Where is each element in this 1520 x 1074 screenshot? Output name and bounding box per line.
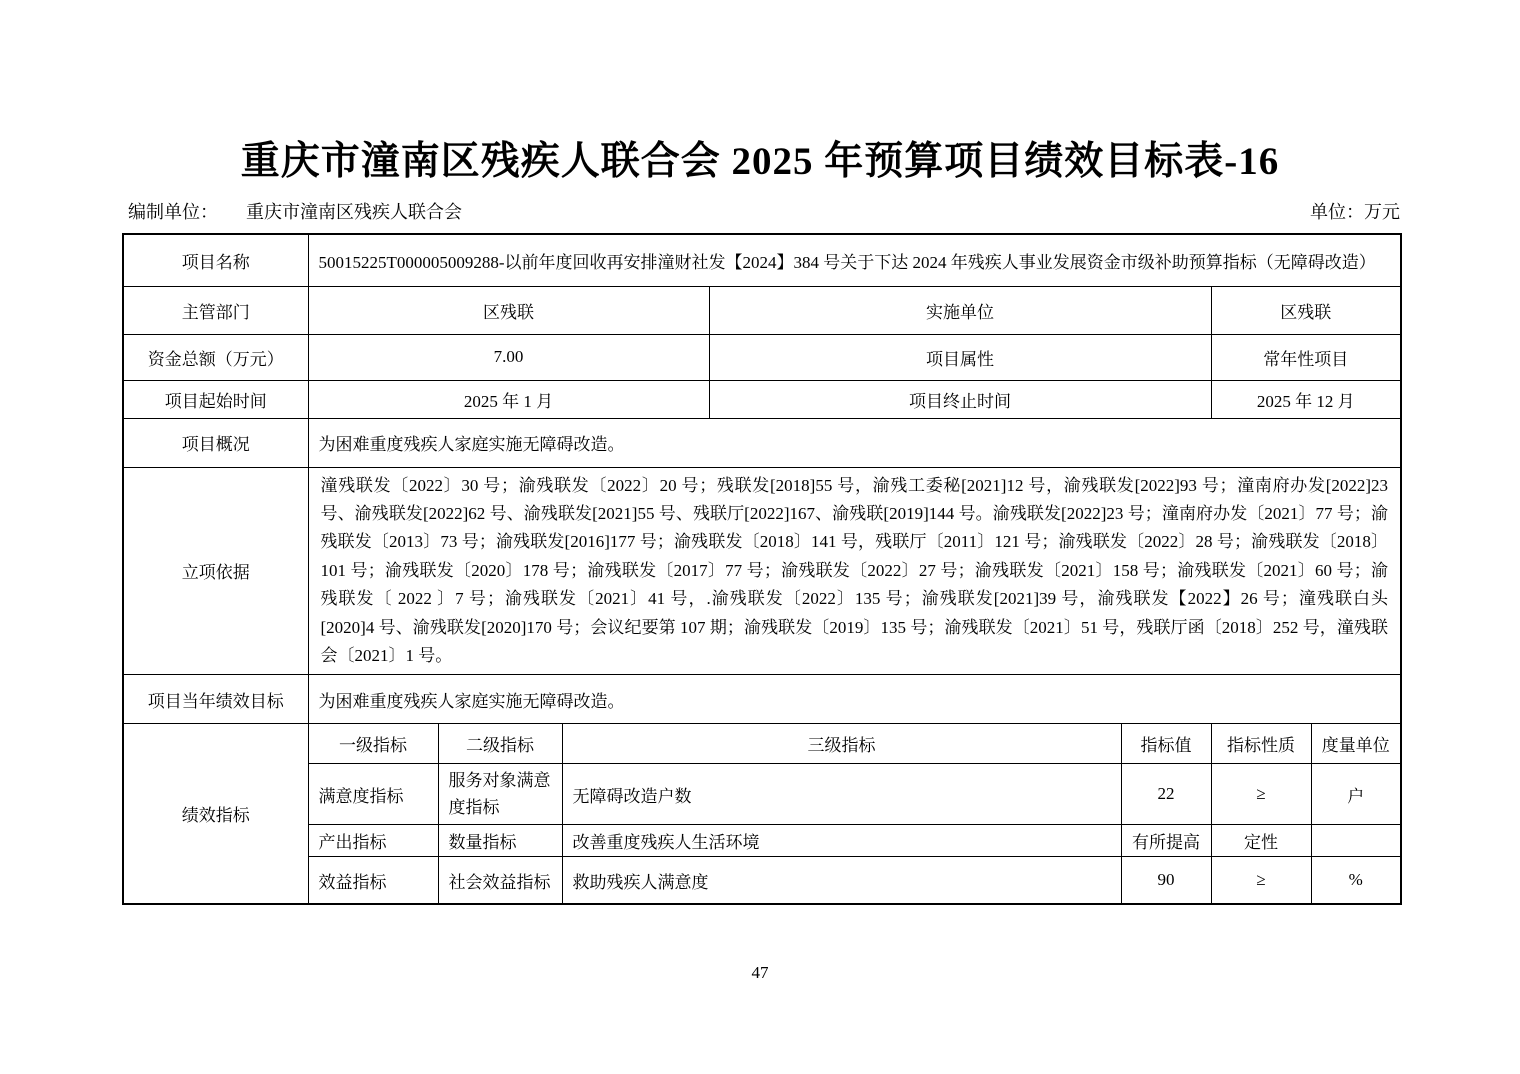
header-level1: 一级指标 bbox=[308, 724, 438, 764]
annual-goal-label: 项目当年绩效目标 bbox=[123, 675, 308, 724]
budget-performance-table bbox=[122, 233, 1402, 905]
page-title: 重庆市潼南区残疾人联合会 2025 年预算项目绩效目标表-16 bbox=[240, 140, 1280, 183]
row-overview bbox=[123, 418, 1401, 467]
meta-row bbox=[128, 198, 1400, 224]
indicator-level3: 改善重度残疾人生活环境 bbox=[562, 825, 1121, 857]
indicator-unit: 户 bbox=[1311, 764, 1401, 825]
indicators-section-label: 绩效指标 bbox=[123, 724, 308, 904]
indicator-unit: % bbox=[1311, 857, 1401, 904]
overview-value: 为困难重度残疾人家庭实施无障碍改造。 bbox=[308, 418, 1401, 467]
prepared-by bbox=[128, 198, 462, 224]
end-value: 2025 年 12 月 bbox=[1211, 380, 1401, 418]
indicator-level2: 数量指标 bbox=[438, 825, 562, 857]
header-unit: 度量单位 bbox=[1311, 724, 1401, 764]
indicator-row-output bbox=[123, 825, 1401, 857]
row-departments bbox=[123, 286, 1401, 334]
overview-label: 项目概况 bbox=[123, 418, 308, 467]
row-project-name bbox=[123, 234, 1401, 286]
attr-label: 项目属性 bbox=[709, 334, 1211, 380]
prepared-by-label: 编制单位： bbox=[128, 202, 218, 222]
annual-goal-value: 为困难重度残疾人家庭实施无障碍改造。 bbox=[308, 675, 1401, 724]
indicator-level1: 效益指标 bbox=[308, 857, 438, 904]
header-nature: 指标性质 bbox=[1211, 724, 1311, 764]
dept-value: 区残联 bbox=[308, 286, 709, 334]
indicator-row-benefit bbox=[123, 857, 1401, 904]
indicator-level1: 产出指标 bbox=[308, 825, 438, 857]
indicator-nature: ≥ bbox=[1211, 764, 1311, 825]
attr-value: 常年性项目 bbox=[1211, 334, 1401, 380]
impl-value: 区残联 bbox=[1211, 286, 1401, 334]
indicator-level3: 救助残疾人满意度 bbox=[562, 857, 1121, 904]
end-label: 项目终止时间 bbox=[709, 380, 1211, 418]
indicator-value: 有所提高 bbox=[1121, 825, 1211, 857]
basis-value: 潼残联发〔2022〕30 号；渝残联发〔2022〕20 号；残联发[2018]55 号，渝残工委秘[2021]12 号，渝残联发[2022]93 号；潼南府办发[2022]23 号、渝残联发[2022]62 号、渝残联发[2021]55 号、残联厅[2022]167、渝残联[2019]144 号。渝残联发[2022]23 号；潼南府办发〔2021〕77 号；渝残联发〔2013〕73 号；渝残联发[2016]177 号；渝残联发〔2018〕141 号，残联厅〔2011〕121 号；渝残联发〔2022〕28 号；渝残联发〔2018〕101 号；渝残联发〔2020〕178 号；渝残联发〔2017〕77 号；渝残联发〔2022〕27 号；渝残联发〔2021〕158 号；渝残联发〔2021〕60 号；渝残联发〔 2022 〕7 号；渝残联发〔2021〕41 号，.渝残联发〔2022〕135 号；渝残联发[2021]39 号，渝残联发【2022】26 号；潼残联白头[2020]4 号、渝残联发[2020]170 号；会议纪要第 107 期；渝残联发〔2019〕135 号；渝残联发〔2021〕51 号，残联厅函〔2018〕252 号，潼残联会〔2021〕1 号。 bbox=[308, 467, 1401, 675]
prepared-by-value: 重庆市潼南区残疾人联合会 bbox=[246, 202, 462, 222]
indicator-level2: 服务对象满意度指标 bbox=[438, 764, 562, 825]
project-name-value: 50015225T000005009288-以前年度回收再安排潼财社发【2024】384 号关于下达 2024 年残疾人事业发展资金市级补助预算指标（无障碍改造） bbox=[308, 234, 1401, 286]
row-basis bbox=[123, 467, 1401, 675]
row-dates bbox=[123, 380, 1401, 418]
impl-label: 实施单位 bbox=[709, 286, 1211, 334]
indicator-unit bbox=[1311, 825, 1401, 857]
indicator-value: 22 bbox=[1121, 764, 1211, 825]
row-annual-goal bbox=[123, 675, 1401, 724]
indicator-nature: 定性 bbox=[1211, 825, 1311, 857]
basis-label: 立项依据 bbox=[123, 467, 308, 675]
dept-label: 主管部门 bbox=[123, 286, 308, 334]
indicator-row-satisfaction bbox=[123, 764, 1401, 825]
page-number: 47 bbox=[751, 963, 769, 982]
amount-label: 资金总额（万元） bbox=[123, 334, 308, 380]
row-amount bbox=[123, 334, 1401, 380]
indicator-level2: 社会效益指标 bbox=[438, 857, 562, 904]
indicator-level1: 满意度指标 bbox=[308, 764, 438, 825]
indicator-nature: ≥ bbox=[1211, 857, 1311, 904]
row-indicator-header bbox=[123, 724, 1401, 764]
indicator-value: 90 bbox=[1121, 857, 1211, 904]
amount-value: 7.00 bbox=[308, 334, 709, 380]
indicator-level3: 无障碍改造户数 bbox=[562, 764, 1121, 825]
project-name-label: 项目名称 bbox=[123, 234, 308, 286]
unit-note: 单位：万元 bbox=[1310, 202, 1400, 222]
start-value: 2025 年 1 月 bbox=[308, 380, 709, 418]
header-level2: 二级指标 bbox=[438, 724, 562, 764]
header-level3: 三级指标 bbox=[562, 724, 1121, 764]
start-label: 项目起始时间 bbox=[123, 380, 308, 418]
header-value: 指标值 bbox=[1121, 724, 1211, 764]
